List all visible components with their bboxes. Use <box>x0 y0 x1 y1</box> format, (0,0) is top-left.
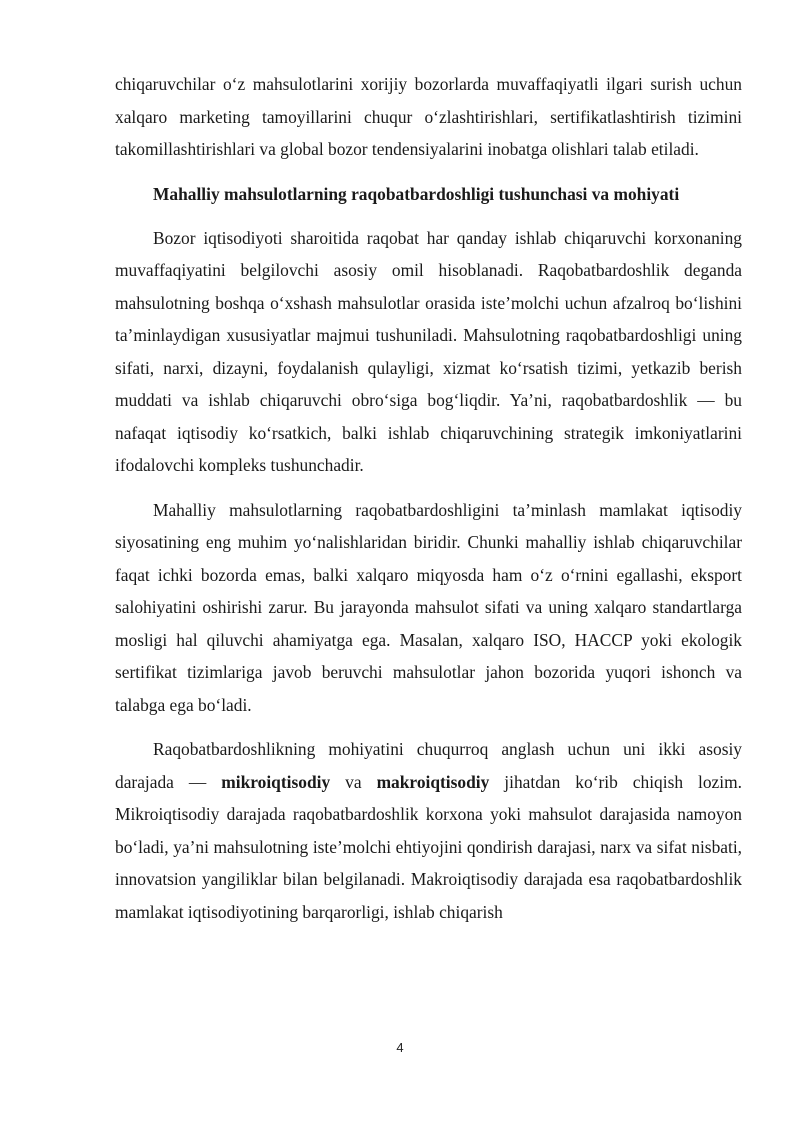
paragraph-competitiveness-definition: Bozor iqtisodiyoti sharoitida raqobat har qanday ishlab chiqaruvchi korxonaning muvaffaqiyatini belgilovchi asosiy omil hisoblanadi. Raqobatbardoshlik deganda mahsulotning boshqa o‘xshash mahsulotlar orasida iste’molchi uchun afzalroq bo‘lishini ta’minlaydigan xususiyatlar majmui tushuniladi. Mahsulotning raqobatbardoshligi uning sifati, narxi, dizayni, foydalanish qulayligi, xizmat ko‘rsatish tizimi, yetkazib berish muddati va ishlab chiqaruvchi obro‘siga bog‘liqdir. Ya’ni, raqobatbardoshlik — bu nafaqat iqtisodiy ko‘rsatkich, balki ishlab chiqaruvchining strategik imkoniyatlarini ifodalovchi kompleks tushunchadir. <box>115 227 742 475</box>
paragraph-intro: chiqaruvchilar o‘z mahsulotlarini xorijiy bozorlarda muvaffaqiyatli ilgari surish uchun xalqaro marketing tamoyillarini chuqur o‘zlashtirishlari, sertifikatlashtirish tizimini takomillashtirishlari va global bozor tendensiyalarini inobatga olishlari talab etiladi. <box>115 74 742 159</box>
paragraph-local-products: Mahalliy mahsulotlarning raqobatbardoshligini ta’minlash mamlakat iqtisodiy siyosatining eng muhim yo‘nalishlaridan biridir. Chunki mahalliy ishlab chiqaruvchilar faqat ichki bozorda emas, balki xalqaro miqyosda ham o‘z o‘rnini egallashi, eksport salohiyatini oshirishi zarur. Bu jarayonda mahsulot sifati va uning xalqaro standartlarga mosligi hal qiluvchi ahamiyatga ega. Masalan, xalqaro ISO, HACCP yoki ekologik sertifikat tizimlariga javob beruvchi mahsulotlar jahon bozorida yuqori ishonch va talabga ega bo‘ladi. <box>115 499 742 715</box>
page-number: 4 <box>396 1040 404 1055</box>
paragraph-levels-text-1: Raqobatbardoshlikning mohiyatini chuqurroq anglash uchun uni ikki asosiy darajada — <box>115 739 742 792</box>
section-heading: Mahalliy mahsulotlarning raqobatbardoshligi tushunchasi va mohiyati <box>153 183 680 204</box>
paragraph-levels <box>115 733 742 928</box>
paragraph-levels-text-3: jihatdan ko‘rib chiqish lozim. Mikroiqtisodiy darajada raqobatbardoshlik korxona yoki mahsulot darajasida namoyon bo‘ladi, ya’ni mahsulotning iste’molchi ehtiyojini qondirish darajasi, narx va sifat nisbati, innovatsion yangiliklar bilan belgilanadi. Makroiqtisodiy darajada esa raqobatbardoshlik mamlakat iqtisodiyotining barqarorligi, ishlab chiqarish <box>115 771 742 922</box>
paragraph-levels-text-2: va <box>330 771 377 792</box>
page-body <box>115 68 742 928</box>
term-micro: mikroiqtisodiy <box>221 771 331 792</box>
term-macro: makroiqtisodiy <box>376 771 490 792</box>
